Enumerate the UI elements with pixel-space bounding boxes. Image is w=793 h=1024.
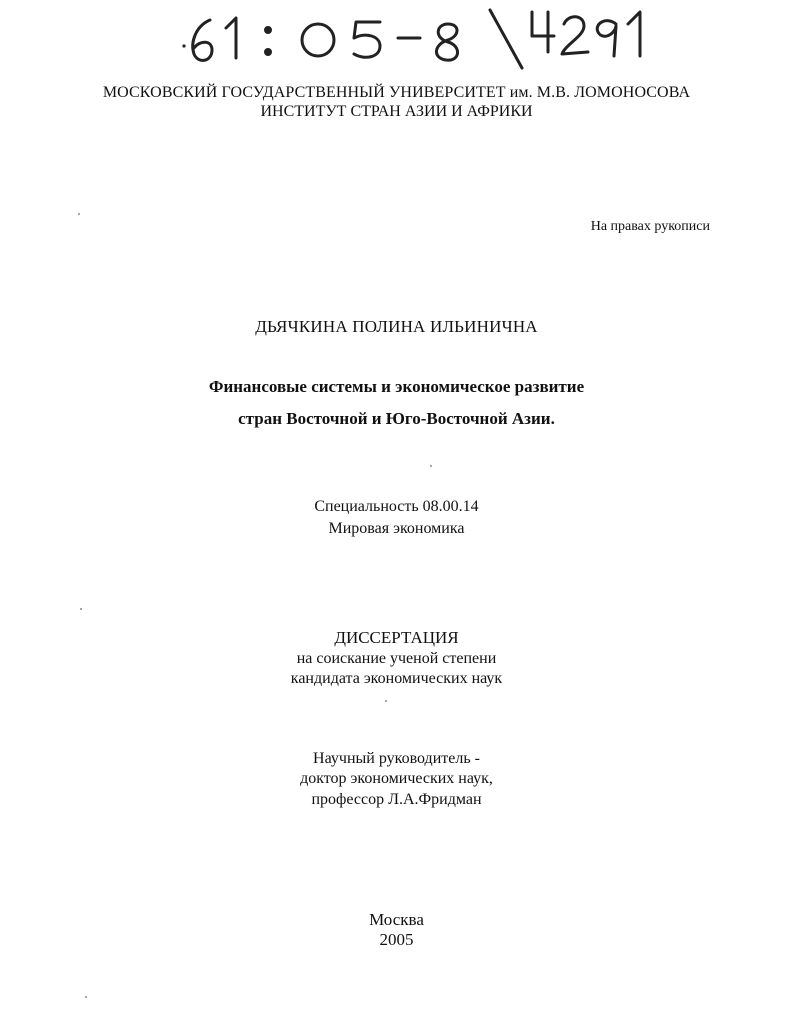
handwritten-number-drawing: [170, 2, 650, 72]
scan-speck: [385, 700, 387, 702]
scan-speck: [430, 465, 432, 467]
scan-speck: [85, 996, 87, 998]
author-name: ДЬЯЧКИНА ПОЛИНА ИЛЬИНИЧНА: [255, 317, 538, 336]
dissertation-title-line-2: стран Восточной и Юго-Восточной Азии.: [238, 409, 555, 428]
specialty-name: Мировая экономика: [328, 520, 465, 537]
year: 2005: [379, 930, 414, 949]
city: Москва: [369, 910, 424, 929]
institute-name: ИНСТИТУТ СТРАН АЗИИ И АФРИКИ: [260, 103, 533, 120]
handwritten-archive-number: [170, 2, 650, 72]
degree-line-1: на соискание ученой степени: [296, 650, 497, 667]
supervisor-label: Научный руководитель -: [313, 750, 480, 767]
degree-line-2: кандидата экономических наук: [290, 670, 503, 687]
rights-note: На правах рукописи: [590, 219, 710, 234]
supervisor-degree: доктор экономических наук,: [300, 770, 493, 787]
supervisor-name: профессор Л.А.Фридман: [311, 791, 482, 808]
scan-speck: [78, 213, 80, 215]
scan-speck: [80, 608, 82, 610]
document-type-heading: ДИССЕРТАЦИЯ: [334, 628, 459, 647]
dissertation-title-line-1: Финансовые системы и экономическое развитие: [208, 377, 585, 396]
specialty-code: Специальность 08.00.14: [314, 498, 479, 515]
university-name: МОСКОВСКИЙ ГОСУДАРСТВЕННЫЙ УНИВЕРСИТЕТ им. М.В. ЛОМОНОСОВА: [102, 84, 691, 101]
